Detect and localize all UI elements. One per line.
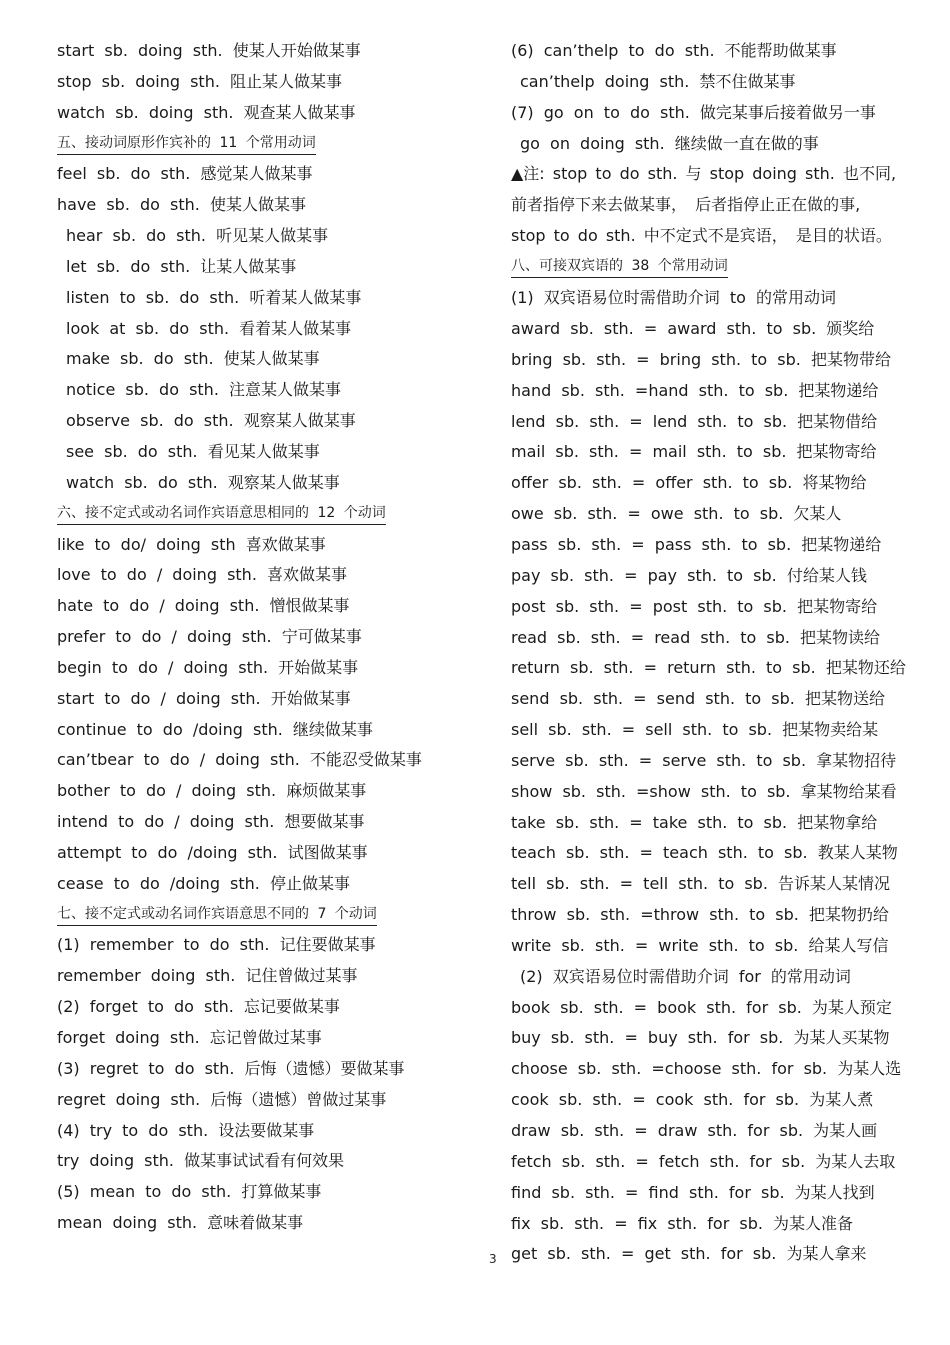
verb-phrase-line: find sb. sth. = find sth. for sb. 为某人找到 [511, 1182, 875, 1202]
verb-phrase-line: remember doing sth. 记住曾做过某事 [57, 966, 358, 986]
verb-phrase-line: go on doing sth. 继续做一直在做的事 [520, 133, 819, 153]
verb-phrase-line: (5) mean to do sth. 打算做某事 [57, 1182, 322, 1202]
verb-phrase-line: see sb. do sth. 看见某人做某事 [66, 441, 320, 461]
verb-phrase-line: sell sb. sth. = sell sth. to sb. 把某物卖给某 [511, 720, 879, 740]
verb-phrase-line: fetch sb. sth. = fetch sth. for sb. 为某人去取 [511, 1151, 896, 1171]
verb-phrase-line: mean doing sth. 意味着做某事 [57, 1213, 304, 1233]
verb-phrase-line: pay sb. sth. = pay sth. to sb. 付给某人钱 [511, 565, 867, 585]
section-heading-text: 八、可接双宾语的 38 个常用动词 [511, 257, 728, 278]
section-heading-text: 六、接不定式或动名词作宾语意思相同的 12 个动词 [57, 504, 386, 525]
verb-phrase-line: start to do / doing sth. 开始做某事 [57, 688, 351, 708]
verb-phrase-line: (3) regret to do sth. 后悔（遗憾）要做某事 [57, 1058, 405, 1078]
verb-phrase-line: (2) forget to do sth. 忘记要做某事 [57, 997, 340, 1017]
verb-phrase-line: forget doing sth. 忘记曾做过某事 [57, 1028, 322, 1047]
verb-phrase-line: return sb. sth. = return sth. to sb. 把某物还给 [511, 658, 906, 678]
verb-phrase-line: take sb. sth. = take sth. to sb. 把某物拿给 [511, 812, 878, 832]
verb-phrase-line: can’tbear to do / doing sth. 不能忍受做某事 [57, 750, 422, 770]
right-column [511, 36, 941, 1270]
verb-phrase-line: intend to do / doing sth. 想要做某事 [57, 812, 365, 832]
verb-phrase-line: buy sb. sth. = buy sth. for sb. 为某人买某物 [511, 1028, 890, 1048]
section-heading [57, 900, 477, 931]
verb-phrase-line: prefer to do / doing sth. 宁可做某事 [57, 627, 362, 647]
verb-phrase-line: owe sb. sth. = owe sth. to sb. 欠某人 [511, 504, 842, 524]
verb-phrase-line: look at sb. do sth. 看着某人做某事 [66, 318, 352, 338]
verb-phrase-line: bother to do / doing sth. 麻烦做某事 [57, 781, 367, 801]
verb-phrase-line: pass sb. sth. = pass sth. to sb. 把某物递给 [511, 534, 882, 554]
verb-phrase-line: attempt to do /doing sth. 试图做某事 [57, 842, 368, 862]
verb-phrase-line: choose sb. sth. =choose sth. for sb. 为某人选 [511, 1059, 902, 1079]
verb-phrase-line: award sb. sth. = award sth. to sb. 颁奖给 [511, 319, 875, 339]
verb-phrase-line: feel sb. do sth. 感觉某人做某事 [57, 164, 313, 184]
verb-phrase-line: notice sb. do sth. 注意某人做某事 [66, 380, 341, 400]
verb-phrase-line: fix sb. sth. = fix sth. for sb. 为某人准备 [511, 1213, 854, 1233]
section-heading [511, 252, 941, 283]
verb-phrase-line: regret doing sth. 后悔（遗憾）曾做过某事 [57, 1089, 387, 1109]
verb-phrase-line: make sb. do sth. 使某人做某事 [66, 349, 320, 369]
left-column [57, 36, 477, 1239]
verb-phrase-line: tell sb. sth. = tell sth. to sb. 告诉某人某情况 [511, 874, 891, 894]
verb-phrase-line: (6) can’thelp to do sth. 不能帮助做某事 [511, 41, 837, 60]
verb-phrase-line: listen to sb. do sth. 听着某人做某事 [66, 287, 362, 307]
verb-phrase-line: write sb. sth. = write sth. to sb. 给某人写信 [511, 935, 889, 955]
verb-phrase-line: watch sb. do sth. 观察某人做某事 [66, 472, 340, 492]
verb-phrase-line: hear sb. do sth. 听见某人做某事 [66, 226, 329, 246]
verb-phrase-line: let sb. do sth. 让某人做某事 [66, 256, 297, 276]
verb-phrase-line: draw sb. sth. = draw sth. for sb. 为某人画 [511, 1121, 878, 1140]
verb-phrase-line: offer sb. sth. = offer sth. to sb. 将某物给 [511, 473, 867, 493]
verb-phrase-line: start sb. doing sth. 使某人开始做某事 [57, 41, 361, 60]
verb-phrase-line: like to do/ doing sth 喜欢做某事 [57, 534, 326, 554]
section-heading-text: 五、接动词原形作宾补的 11 个常用动词 [57, 134, 316, 155]
verb-phrase-line: serve sb. sth. = serve sth. to sb. 拿某物招待 [511, 750, 897, 770]
verb-phrase-line: (4) try to do sth. 设法要做某事 [57, 1120, 315, 1140]
verb-phrase-line: get sb. sth. = get sth. for sb. 为某人拿来 [511, 1244, 867, 1264]
verb-phrase-line: observe sb. do sth. 观察某人做某事 [66, 411, 356, 431]
section-heading-text: 七、接不定式或动名词作宾语意思不同的 7 个动词 [57, 905, 377, 926]
verb-phrase-line: begin to do / doing sth. 开始做某事 [57, 657, 359, 677]
verb-phrase-line: mail sb. sth. = mail sth. to sb. 把某物寄给 [511, 442, 877, 462]
verb-phrase-line: show sb. sth. =show sth. to sb. 拿某物给某看 [511, 781, 897, 801]
verb-phrase-line: can’thelp doing sth. 禁不住做某事 [520, 71, 796, 91]
verb-phrase-line: continue to do /doing sth. 继续做某事 [57, 719, 373, 739]
verb-phrase-line: try doing sth. 做某事试试看有何效果 [57, 1151, 345, 1171]
section-heading [57, 129, 477, 160]
verb-phrase-line: (1) remember to do sth. 记住要做某事 [57, 935, 376, 955]
note-line: ▲注: stop to do sth. 与 stop doing sth. 也不同, [511, 164, 897, 184]
verb-phrase-line: watch sb. doing sth. 观查某人做某事 [57, 102, 356, 122]
verb-phrase-line: (1) 双宾语易位时需借助介词 to 的常用动词 [511, 288, 836, 308]
verb-phrase-line: have sb. do sth. 使某人做某事 [57, 195, 306, 215]
verb-phrase-line: read sb. sth. = read sth. to sb. 把某物读给 [511, 627, 881, 647]
verb-phrase-line: teach sb. sth. = teach sth. to sb. 教某人某物 [511, 843, 898, 863]
verb-phrase-line: bring sb. sth. = bring sth. to sb. 把某物带给 [511, 349, 891, 369]
note-line: 前者指停下来去做某事， 后者指停止正在做的事, [511, 195, 861, 215]
verb-phrase-line: (7) go on to do sth. 做完某事后接着做另一事 [511, 102, 876, 122]
section-heading [57, 499, 477, 530]
verb-phrase-line: stop sb. doing sth. 阻止某人做某事 [57, 71, 343, 91]
verb-phrase-line: cease to do /doing sth. 停止做某事 [57, 873, 350, 893]
verb-phrase-line: (2) 双宾语易位时需借助介词 for 的常用动词 [520, 966, 851, 986]
verb-phrase-line: throw sb. sth. =throw sth. to sb. 把某物扔给 [511, 905, 889, 925]
verb-phrase-line: hate to do / doing sth. 憎恨做某事 [57, 596, 350, 616]
verb-phrase-line: lend sb. sth. = lend sth. to sb. 把某物借给 [511, 411, 878, 431]
note-line: stop to do sth. 中不定式不是宾语， 是目的状语。 [511, 226, 892, 246]
verb-phrase-line: post sb. sth. = post sth. to sb. 把某物寄给 [511, 596, 878, 616]
verb-phrase-line: send sb. sth. = send sth. to sb. 把某物送给 [511, 689, 885, 709]
verb-phrase-line: hand sb. sth. =hand sth. to sb. 把某物递给 [511, 380, 879, 400]
page-number: 3 [489, 1252, 497, 1266]
verb-phrase-line: book sb. sth. = book sth. for sb. 为某人预定 [511, 997, 892, 1017]
verb-phrase-line: cook sb. sth. = cook sth. for sb. 为某人煮 [511, 1090, 874, 1110]
verb-phrase-line: love to do / doing sth. 喜欢做某事 [57, 565, 347, 585]
